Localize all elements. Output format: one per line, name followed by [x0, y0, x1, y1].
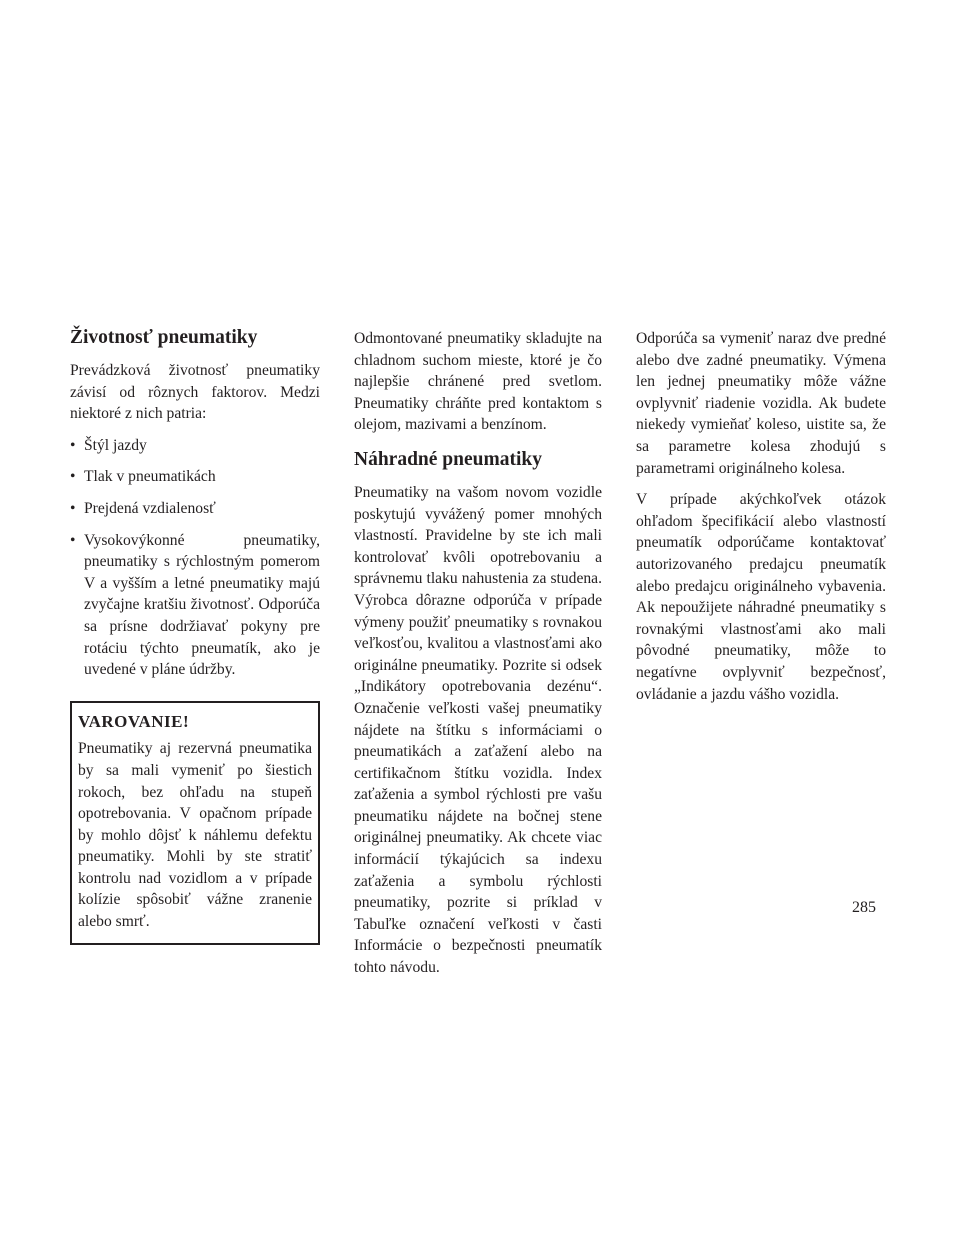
- replacement-paragraph: Pneumatiky na vašom novom vozidle poskytujú vyvážený pomer mnohých vlastností. Pravidelne by ste ich mali kontrolovať kvôli opotrebovaniu a správnemu tlaku nahustenia za studena. Výrobca dôrazne odporúča v prípade výmeny použiť pneumatiky s rovnakou veľkosťou, kvalitou a vlastnosťami ako originálne pneumatiky. Pozrite si odsek „Indikátory opotrebovania dezénu“. Označenie veľkosti vašej pneumatiky nájdete na štítku s informáciami o pneumatikách a zaťažení alebo na certifikačnom štítku vozidla. Index zaťaženia a symbol rýchlosti pre vašu pneumatiku nájdete na bočnej stene originálnej pneumatiky. Ak chcete viac informácií týkajúcich sa indexu zaťaženia a symbolu rýchlosti pneumatiky, pozrite si príklad v Tabuľke označení veľkosti v časti Informácie o bezpečnosti pneumatík tohto návodu.: [354, 483, 602, 977]
- warning-title: VAROVANIE!: [78, 711, 190, 731]
- questions-paragraph: V prípade akýchkoľvek otázok ohľadom špecifikácií alebo vlastností pneumatík odporúčame kontaktovať autorizovaného predajcu pneumatík alebo predajcu originálneho vybavenia. Ak nepoužijete náhradné pneumatiky s rovnakými vlastnosťami ako mali pôvodné pneumatiky, môže to negatívne ovplyvniť bezpečnosť, ovládanie a jazdu vášho vozidla.: [636, 491, 886, 703]
- warning-box: [70, 701, 320, 945]
- section-heading-replacement-tires: Náhradné pneumatiky: [354, 448, 542, 470]
- list-item-text: Prejdená vzdialenosť: [84, 499, 216, 517]
- list-item: [70, 466, 320, 488]
- warning-text: Pneumatiky aj rezervná pneumatika by sa mali vymeniť po šiestich rokoch, bez ohľadu na stupeň opotrebovania. V opačnom prípade by mohlo dôjsť k náhlemu defektu pneumatiky. Mohli by ste stratiť kontrolu nad vozidlom a v prípade kolízie spôsobiť vážne zranenie alebo smrť.: [78, 740, 312, 931]
- list-item-text: Vysokovýkonné pneumatiky, pneumatiky s rýchlostným pomerom V a vyšším a letné pneumatiky majú zvyčajne kratšiu životnosť. Odporúča sa prísne dodržiavať pokyny pre rotáciu týchto pneumatík, ako je uvedené v pláne údržby.: [84, 531, 320, 679]
- section-heading-tire-life: Životnosť pneumatiky: [70, 327, 258, 348]
- bullet-icon: •: [70, 499, 76, 517]
- list-item: [70, 530, 320, 681]
- pairs-paragraph: Odporúča sa vymeniť naraz dve predné alebo dve zadné pneumatiky. Výmena len jednej pneumatiky môže vážne ovplyvniť riadenie vozidla. Ak budete niekedy vymieňať koleso, uistite sa, že sa parametre kolesa zhodujú s parametrami originálneho kolesa.: [636, 330, 886, 477]
- list-item: [70, 435, 320, 457]
- column-left: [70, 326, 320, 945]
- list-item-text: Tlak v pneumatikách: [84, 468, 216, 486]
- factor-list: [70, 435, 320, 681]
- intro-paragraph: Prevádzková životnosť pneumatiky závisí od rôznych faktorov. Medzi niektoré z nich patria:: [70, 362, 320, 423]
- page-number: 285: [852, 899, 876, 916]
- list-item: [70, 498, 320, 520]
- list-item-text: Štýl jazdy: [84, 436, 147, 454]
- column-middle: [354, 328, 602, 989]
- bullet-icon: •: [70, 531, 76, 549]
- bullet-icon: •: [70, 436, 76, 454]
- bullet-icon: •: [70, 468, 76, 486]
- storage-paragraph: Odmontované pneumatiky skladujte na chladnom suchom mieste, ktoré je čo najlepšie chránené pred svetlom. Pneumatiky chráňte pred kontaktom s olejom, mazivami a benzínom.: [354, 330, 602, 434]
- column-right: [636, 328, 886, 715]
